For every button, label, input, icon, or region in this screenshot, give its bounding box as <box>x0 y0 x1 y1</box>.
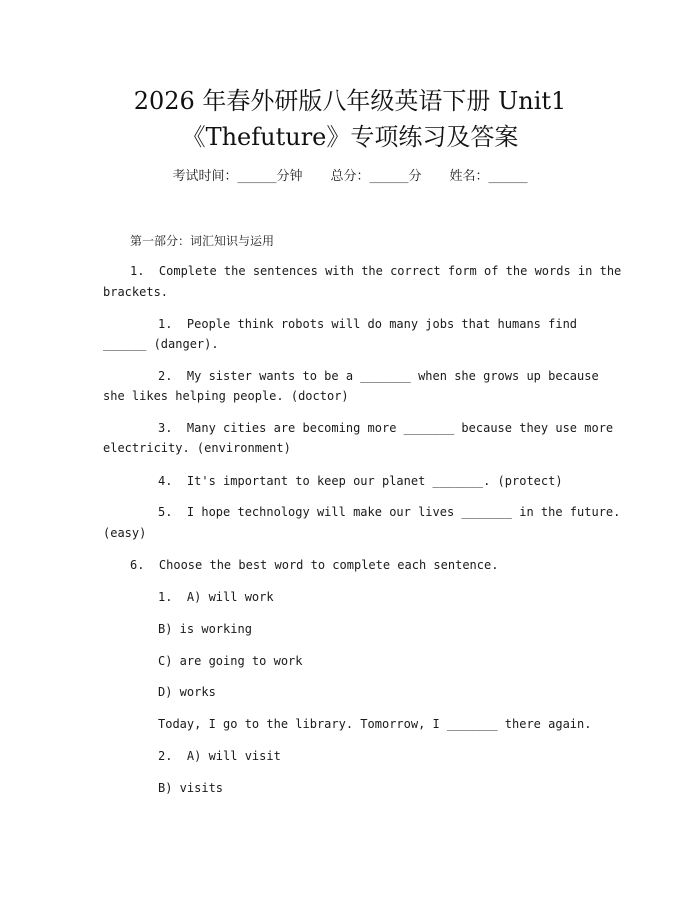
question-1-line-2: brackets. <box>103 285 169 299</box>
student-name: 姓名：______ <box>449 169 528 184</box>
part-one-heading: 第一部分：词汇知识与运用 <box>130 234 275 248</box>
q6-option-4: D) works <box>158 685 216 699</box>
question-6: 6. Choose the best word to complete each sentence. <box>130 558 499 572</box>
q1-item-5-line-1: 5. I hope technology will make our lives _______ in the future. <box>158 505 621 519</box>
q6-option-6: B) visits <box>158 781 224 795</box>
exam-time: 考试时间：______分钟 <box>172 169 303 184</box>
q1-item-1-line-1: 1. People think robots will do many jobs that humans find <box>158 317 578 331</box>
q6-option-2: B) is working <box>158 622 252 636</box>
document-title-line-1: 2026 年春外研版八年级英语下册 Unit1 <box>133 87 567 115</box>
q6-stem: Today, I go to the library. Tomorrow, I _______ there again. <box>158 717 592 731</box>
q1-item-2-line-2: she likes helping people. (doctor) <box>103 389 349 403</box>
q1-item-3-line-1: 3. Many cities are becoming more _______ because they use more <box>158 421 614 435</box>
total-score: 总分：______分 <box>330 169 422 184</box>
q6-option-3: C) are going to work <box>158 654 303 668</box>
q1-item-5-line-2: (easy) <box>103 526 147 540</box>
q1-item-2-line-1: 2. My sister wants to be a _______ when she grows up because <box>158 369 599 383</box>
document-title-line-2: 《Thefuture》专项练习及答案 <box>181 123 519 151</box>
q1-item-3-line-2: electricity. (environment) <box>103 441 291 455</box>
q1-item-4: 4. It's important to keep our planet _______. (protect) <box>158 474 563 488</box>
q1-item-1-line-2: ______ (danger). <box>103 337 219 351</box>
q6-option-5: 2. A) will visit <box>158 749 281 763</box>
question-1-line-1: 1. Complete the sentences with the correct form of the words in the <box>130 264 622 278</box>
exam-meta <box>0 168 700 186</box>
q6-option-1: 1. A) will work <box>158 590 274 604</box>
